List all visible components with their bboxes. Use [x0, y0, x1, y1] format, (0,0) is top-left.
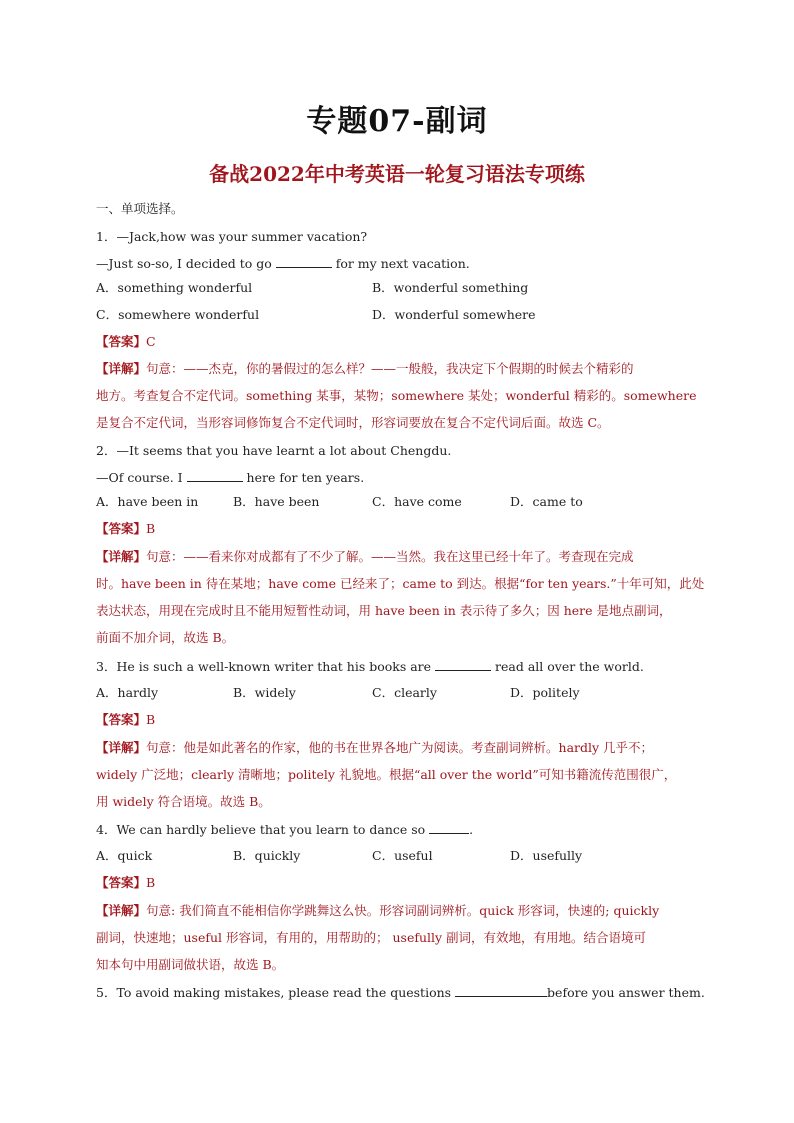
q2-option-c: C．have come: [372, 494, 462, 509]
q2-detail-line4: 前面不加介词，故选 B。: [96, 630, 235, 645]
q1-detail-line2: 地方。考查复合不定代词。something 某事，某物；somewhere 某处；wonderful 精彩的。somewhere: [96, 388, 697, 403]
q4-stem-line1: [96, 820, 473, 839]
q3-answer-blank: [435, 657, 491, 671]
q2-answer: [96, 520, 155, 538]
q1-detail-line1: [96, 360, 634, 378]
q2-answer-value: B: [146, 521, 156, 536]
answer-tag: 【答案】: [96, 521, 147, 536]
q1-answer-blank: [276, 254, 332, 268]
q4-option-c: C．useful: [372, 848, 433, 863]
q4-answer-blank: [429, 820, 469, 834]
q2-detail-line2: 时。have been in 待在某地；have come 已经来了；came to 到达。根据“for ten years.”十年可知，此处: [96, 576, 705, 591]
q4-detail-line1: [96, 902, 659, 920]
q3-detail-line3: 用 widely 符合语境。故选 B。: [96, 794, 271, 809]
detail-tag: 【详解】: [96, 740, 147, 755]
section-heading: 一、单项选择。: [96, 201, 184, 216]
q2-stem-part2: here for ten years.: [242, 470, 365, 485]
q1-stem-line2: [96, 254, 470, 273]
q1-detail-line3: 是复合不定代词，当形容词修饰复合不定代词时，形容词要放在复合不定代词后面。故选 C。: [96, 415, 610, 430]
q1-option-d: D．wonderful somewhere: [372, 307, 536, 322]
q4-detail-line3: 知本句中用副词做状语，故选 B。: [96, 957, 285, 972]
q3-detail-line2: widely 广泛地；clearly 清晰地；politely 礼貌地。根据“all over the world”可知书籍流传范围很广，: [96, 767, 677, 782]
q5-answer-blank: [455, 983, 547, 997]
q2-detail-line3: 表达状态，用现在完成时且不能用短暂性动词，用 have been in 表示待了多久；因 here 是地点副词，: [96, 603, 672, 618]
detail-tag: 【详解】: [96, 361, 147, 376]
q1-option-a: A．something wonderful: [96, 280, 253, 295]
q5-stem-part1: 5．To avoid making mistakes, please read the questions: [96, 985, 456, 1000]
q2-stem-line1: 2．—It seems that you have learnt a lot about Chengdu.: [96, 443, 452, 458]
q3-answer-value: B: [146, 712, 156, 727]
q3-option-c: C．clearly: [372, 685, 437, 700]
q1-stem-part1: —Just so-so, I decided to go: [96, 256, 276, 271]
q2-stem-line2: [96, 468, 364, 487]
q2-stem-part1: —Of course. I: [96, 470, 187, 485]
q4-answer-value: B: [146, 875, 156, 890]
q4-detail-text1: 句意: 我们简直不能相信你学跳舞这么快。形容词副词辨析。quick 形容词，快速的; quickly: [146, 903, 660, 918]
q2-answer-blank: [187, 468, 243, 482]
q1-option-c: C．somewhere wonderful: [96, 307, 260, 322]
answer-tag: 【答案】: [96, 875, 147, 890]
page-subtitle: 备战2022年中考英语一轮复习语法专项练: [209, 162, 585, 186]
q2-option-a: A．have been in: [96, 494, 199, 509]
q2-option-d: D．came to: [510, 494, 583, 509]
q1-answer-value: C: [146, 334, 156, 349]
q3-stem-part2: read all over the world.: [491, 659, 644, 674]
q3-option-a: A．hardly: [96, 685, 159, 700]
detail-tag: 【详解】: [96, 549, 147, 564]
page-title: 专题07-副词: [306, 104, 488, 139]
q4-option-d: D．usefully: [510, 848, 583, 863]
q1-option-b: B．wonderful something: [372, 280, 529, 295]
q4-option-b: B．quickly: [233, 848, 301, 863]
q3-stem-part1: 3．He is such a well-known writer that his books are: [96, 659, 436, 674]
answer-tag: 【答案】: [96, 712, 147, 727]
q4-detail-line2: 副词，快速地；useful 形容词，有用的，用帮助的； usefully 副词，有效地，有用地。结合语境可: [96, 930, 647, 945]
q1-detail-text1: 句意：——杰克，你的暑假过的怎么样？——一般般，我决定下个假期的时候去个精彩的: [146, 361, 634, 376]
q4-stem-part1: 4．We can hardly believe that you learn to dance so: [96, 822, 430, 837]
q2-option-b: B．have been: [233, 494, 320, 509]
q2-detail-text1: 句意：——看来你对成都有了不少了解。——当然。我在这里已经十年了。考查现在完成: [146, 549, 634, 564]
q3-option-b: B．widely: [233, 685, 296, 700]
q4-stem-part2: .: [469, 822, 474, 837]
q4-answer: [96, 874, 155, 892]
q3-detail-line1: [96, 739, 653, 757]
q5-stem-line1: [96, 983, 705, 1002]
q1-answer: [96, 333, 156, 351]
q4-option-a: A．quick: [96, 848, 153, 863]
q3-option-d: D．politely: [510, 685, 580, 700]
detail-tag: 【详解】: [96, 903, 147, 918]
answer-tag: 【答案】: [96, 334, 147, 349]
q1-stem-part2: for my next vacation.: [331, 256, 470, 271]
q2-detail-line1: [96, 548, 634, 566]
q3-detail-text1: 句意：他是如此著名的作家，他的书在世界各地广为阅读。考查副词辨析。hardly 几乎不；: [146, 740, 654, 755]
q5-stem-part2: before you answer them.: [547, 985, 705, 1000]
q3-stem-line1: [96, 657, 644, 676]
q1-stem-line1: 1．—Jack,how was your summer vacation?: [96, 229, 368, 244]
q3-answer: [96, 711, 155, 729]
